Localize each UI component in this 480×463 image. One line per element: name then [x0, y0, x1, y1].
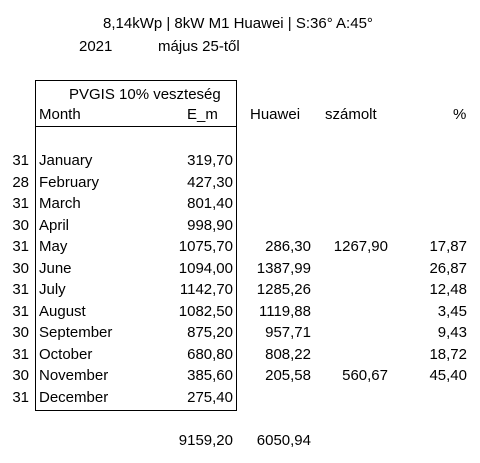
- percent-cell: 9,43: [437, 324, 467, 341]
- month-cell: February: [39, 173, 100, 191]
- year-label: 2021: [79, 38, 113, 55]
- em-cell: 427,30: [187, 173, 233, 191]
- szamolt-cell: 560,67: [342, 367, 388, 384]
- em-cell: 998,90: [187, 216, 233, 234]
- days-cell: 31: [12, 345, 29, 363]
- percent-cell: 3,45: [437, 302, 467, 320]
- em-cell: 801,40: [187, 195, 233, 212]
- huawei-cell: 1119,88: [259, 302, 311, 320]
- total-huawei: 6050,94: [256, 432, 311, 449]
- month-cell: January: [39, 152, 93, 169]
- em-cell: 680,80: [187, 345, 233, 363]
- days-cell: 31: [12, 195, 29, 212]
- month-cell: October: [39, 345, 93, 363]
- month-cell: April: [39, 216, 70, 234]
- em-cell: 1075,70: [178, 238, 233, 255]
- month-column-header: Month: [39, 106, 81, 123]
- szamolt-cell: 1267,90: [333, 238, 388, 255]
- em-column-header: E_m: [187, 106, 218, 123]
- days-cell: 30: [12, 324, 29, 341]
- month-cell: August: [39, 302, 86, 320]
- huawei-column-header: Huawei: [250, 106, 301, 123]
- days-cell: 31: [12, 238, 29, 255]
- pvgis-loss-label: PVGIS 10% veszteség: [69, 86, 221, 103]
- huawei-cell: 808,22: [265, 345, 311, 363]
- days-cell: 31: [12, 302, 29, 320]
- days-cell: 31: [12, 388, 29, 406]
- month-cell: September: [39, 324, 113, 341]
- total-em: 9159,20: [178, 432, 233, 449]
- em-cell: 875,20: [187, 324, 233, 341]
- days-cell: 30: [12, 216, 29, 234]
- days-cell: 28: [12, 173, 29, 191]
- month-cell: June: [39, 259, 72, 277]
- month-cell: March: [39, 195, 81, 212]
- em-cell: 275,40: [187, 388, 233, 406]
- days-cell: 31: [12, 281, 29, 298]
- month-cell: July: [39, 281, 66, 298]
- percent-column-header: %: [453, 106, 467, 123]
- percent-cell: 26,87: [429, 259, 467, 277]
- em-cell: 319,70: [187, 152, 233, 169]
- page-title: 8,14kWp | 8kW M1 Huawei | S:36° A:45°: [103, 15, 373, 32]
- days-cell: 30: [12, 259, 29, 277]
- em-cell: 385,60: [187, 367, 233, 384]
- szamolt-column-header: számolt: [325, 106, 377, 123]
- huawei-cell: 205,58: [265, 367, 311, 384]
- huawei-cell: 957,71: [265, 324, 311, 341]
- huawei-cell: 286,30: [265, 238, 311, 255]
- month-cell: November: [39, 367, 109, 384]
- days-cell: 30: [12, 367, 29, 384]
- em-cell: 1142,70: [179, 281, 233, 298]
- em-cell: 1094,00: [178, 259, 233, 277]
- start-date-note: május 25-től: [158, 38, 240, 55]
- percent-cell: 17,87: [429, 238, 467, 255]
- em-cell: 1082,50: [178, 302, 233, 320]
- days-cell: 31: [12, 152, 29, 169]
- percent-cell: 45,40: [429, 367, 467, 384]
- huawei-cell: 1285,26: [256, 281, 311, 298]
- month-cell: May: [39, 238, 68, 255]
- percent-cell: 18,72: [429, 345, 467, 363]
- month-cell: December: [39, 388, 109, 406]
- huawei-cell: 1387,99: [256, 259, 311, 277]
- percent-cell: 12,48: [429, 281, 467, 298]
- header-divider: [35, 126, 237, 127]
